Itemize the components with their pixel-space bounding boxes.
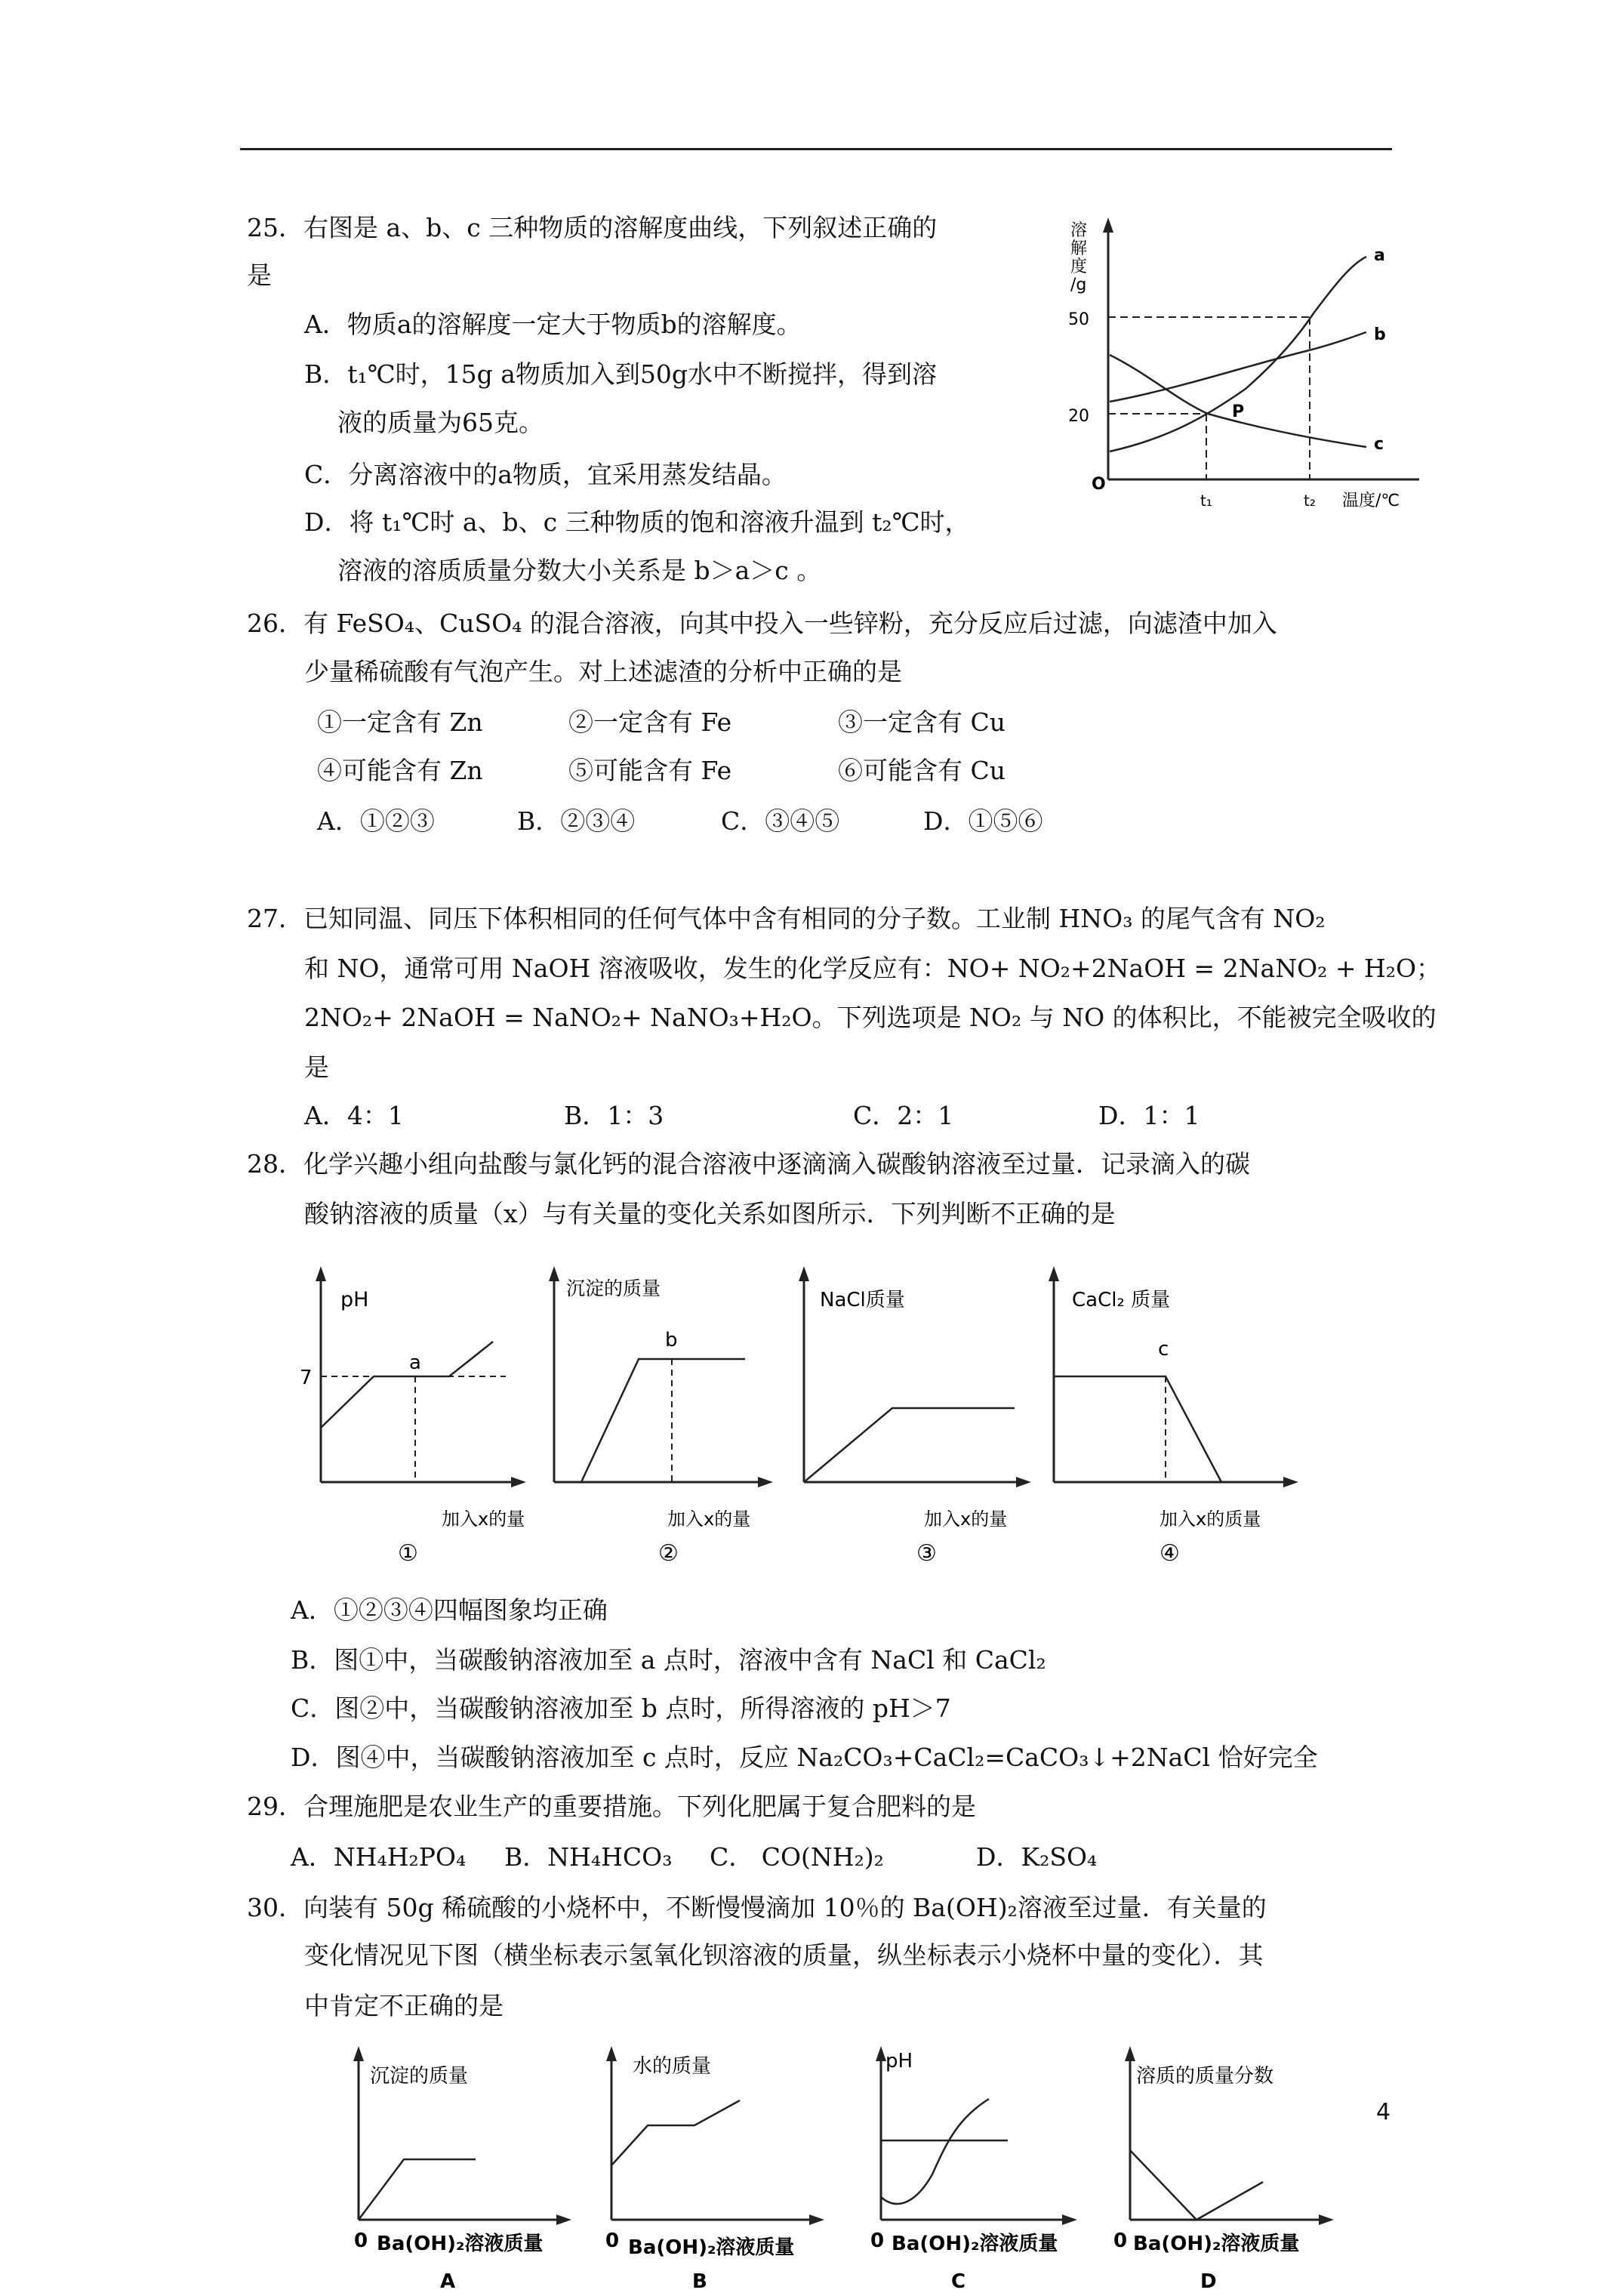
q26-item-2: ②一定含有 Fe [568, 707, 732, 737]
q28-option-b: B．图①中，当碳酸钠溶液加至 a 点时，溶液中含有 NaCl 和 CaCl₂ [291, 1645, 1046, 1675]
q27-options [304, 1101, 1286, 1131]
curve-c-label: c [1374, 435, 1384, 454]
q28-g4-y-label: CaCl₂ 质量 [1072, 1289, 1171, 1311]
q30-gd-y-label: 溶质的质量分数 [1136, 2065, 1274, 2088]
q28-g4-x-label: 加入x的质量 [1160, 1509, 1261, 1530]
q30-ga-origin: 0 [354, 2230, 368, 2252]
q26-stem-line2: 少量稀硫酸有气泡产生。对上述滤渣的分析中正确的是 [304, 657, 902, 686]
q26-item-3: ③一定含有 Cu [838, 707, 1006, 737]
q28-option-c: C．图②中，当碳酸钠溶液加至 b 点时，所得溶液的 pH＞7 [291, 1693, 951, 1723]
header-rule [240, 148, 1392, 150]
q27-option-a: A．4：1 [304, 1101, 404, 1130]
q26-item-5: ⑤可能含有 Fe [568, 756, 732, 785]
q26-option-c: C．③④⑤ [721, 806, 840, 836]
q25-option-a: A．物质a的溶解度一定大于物质b的溶解度。 [304, 310, 802, 339]
q28-g2-point-b: b [665, 1329, 678, 1351]
q28-g4-point-c: c [1158, 1338, 1169, 1361]
x-tick-t1: t₁ [1200, 492, 1212, 510]
curve-b-label: b [1374, 325, 1386, 344]
q28-g4-number: ④ [1160, 1540, 1180, 1567]
q30-graph-d [1091, 2039, 1347, 2295]
q26-item-1: ①一定含有 Zn [317, 707, 483, 737]
q27-line2: 和 NO，通常可用 NaOH 溶液吸收，发生的化学反应有：NO+ NO₂+2NaOH = 2NaNO₂ + H₂O； [304, 954, 1442, 983]
q28-g1-y-label: pH [340, 1288, 369, 1311]
q29-option-a: A．NH₄H₂PO₄ [291, 1842, 467, 1872]
q29-options [291, 1842, 1196, 1872]
q29-option-b: B．NH₄HCO₃ [504, 1842, 673, 1872]
q30-line3: 中肯定不正确的是 [304, 1991, 504, 2020]
q25-option-b-line1: B．t₁℃时，15g a物质加入到50g水中不断搅拌，得到溶 [304, 359, 938, 389]
origin-label: O [1092, 475, 1106, 494]
q26-option-a: A．①②③ [317, 806, 435, 836]
q28-graph-4 [1040, 1257, 1312, 1567]
q28-g1-tick-7: 7 [300, 1367, 313, 1389]
page-number: 4 [1376, 2099, 1391, 2125]
graph-y-label-1: 溶 [1070, 221, 1088, 240]
q30-gc-origin: 0 [870, 2230, 885, 2252]
q28-line2: 酸钠溶液的质量（x）与有关量的变化关系如图所示．下列判断不正确的是 [304, 1199, 1116, 1228]
x-tick-t2: t₂ [1304, 492, 1316, 510]
y-tick-20: 20 [1068, 407, 1089, 426]
q28-g3-y-label: NaCl质量 [820, 1289, 905, 1311]
q30-gd-x-label: Ba(OH)₂溶液质量 [1133, 2233, 1300, 2255]
q30-gb-x-label: Ba(OH)₂溶液质量 [628, 2236, 795, 2259]
q28-g2-y-label: 沉淀的质量 [566, 1277, 661, 1299]
q30-graph-b [589, 2039, 838, 2295]
q30-graph-a [336, 2039, 585, 2295]
q26-option-d: D．①⑤⑥ [923, 806, 1043, 836]
q25-option-d-line1: D．将 t₁℃时 a、b、c 三种物质的饱和溶液升温到 t₂℃时， [304, 507, 970, 537]
q27-line4: 是 [304, 1052, 329, 1082]
q28-option-a: A．①②③④四幅图象均正确 [291, 1595, 608, 1625]
q30-gb-letter: B [692, 2270, 707, 2293]
q27-line3: 2NO₂+ 2NaOH = NaNO₂+ NaNO₃+H₂O。下列选项是 NO₂ 与 NO 的体积比，不能被完全吸收的 [304, 1003, 1437, 1032]
q30-gd-origin: 0 [1113, 2230, 1128, 2252]
graph-y-label-4: /g [1070, 276, 1087, 294]
q26-option-b: B．②③④ [517, 806, 636, 836]
q28-graph-1 [291, 1257, 532, 1567]
q30-gb-y-label: 水的质量 [633, 2055, 712, 2078]
q28-line1: 28．化学兴趣小组向盐酸与氯化钙的混合溶液中逐滴滴入碳酸钠溶液至过量．记录滴入的碳 [247, 1149, 1250, 1179]
graph-y-label-3: 度 [1070, 257, 1088, 276]
curve-b [1110, 332, 1366, 402]
point-p-label: P [1232, 402, 1245, 421]
q26-options [317, 806, 1072, 837]
graph-y-label-2: 解 [1070, 239, 1088, 258]
q27-line1: 27．已知同温、同压下体积相同的任何气体中含有相同的分子数。工业制 HNO₃ 的尾气含有 NO₂ [247, 904, 1326, 933]
q29-stem: 29．合理施肥是农业生产的重要措施。下列化肥属于复合肥料的是 [247, 1792, 976, 1821]
q27-option-d: D．1：1 [1098, 1101, 1200, 1130]
q30-ga-x-label: Ba(OH)₂溶液质量 [377, 2233, 544, 2255]
q25-option-d-line2: 溶液的溶质质量分数大小关系是 b＞a＞c 。 [337, 556, 822, 585]
q30-gb-origin: 0 [605, 2230, 620, 2252]
q26-items-row2 [317, 756, 1072, 786]
q26-stem-line1: 26．有 FeSO₄、CuSO₄ 的混合溶液，向其中投入一些锌粉，充分反应后过滤，向滤渣中加入 [247, 609, 1277, 638]
q30-gc-letter: C [951, 2270, 966, 2293]
q25-stem-line1: 25．右图是 a、b、c 三种物质的溶解度曲线，下列叙述正确的 [247, 213, 938, 242]
q30-graph-c [842, 2039, 1091, 2295]
x-axis-label: 温度/℃ [1342, 492, 1400, 510]
q28-g3-x-label: 加入x的量 [924, 1509, 1008, 1530]
q27-option-c: C．2：1 [853, 1101, 954, 1130]
q25-option-c: C．分离溶液中的a物质，宜采用蒸发结晶。 [304, 460, 787, 489]
q28-g1-number: ① [398, 1540, 418, 1567]
q30-gc-y-label: pH [885, 2050, 913, 2073]
q30-line1: 30．向装有 50g 稀硫酸的小烧杯中，不断慢慢滴加 10％的 Ba(OH)₂溶液至过量．有关量的 [247, 1893, 1267, 1922]
q25-option-b-line2: 液的质量为65克。 [337, 408, 544, 437]
solubility-curve-graph [1057, 211, 1434, 513]
q27-option-b: B．1：3 [564, 1101, 664, 1130]
q26-item-6: ⑥可能含有 Cu [838, 756, 1006, 785]
q28-g1-x-label: 加入x的量 [442, 1509, 525, 1530]
q30-gc-x-label: Ba(OH)₂溶液质量 [892, 2233, 1058, 2255]
q29-option-d: D．K₂SO₄ [976, 1842, 1098, 1872]
q25-stem-line2: 是 [247, 260, 272, 290]
q28-g3-number: ③ [916, 1540, 937, 1567]
q30-ga-letter: A [440, 2270, 456, 2293]
curve-a-label: a [1374, 246, 1385, 265]
q28-graph-2 [537, 1257, 787, 1567]
q30-gd-letter: D [1200, 2270, 1217, 2293]
q26-items-row1 [317, 707, 1072, 738]
q29-option-c: C． CO(NH₂)₂ [710, 1842, 884, 1872]
q28-option-d: D．图④中，当碳酸钠溶液加至 c 点时，反应 Na₂CO₃+CaCl₂=CaCO₃↓+2NaCl 恰好完全 [291, 1743, 1318, 1772]
q28-g2-number: ② [658, 1540, 679, 1567]
q28-g1-point-a: a [409, 1351, 421, 1374]
q28-g2-x-label: 加入x的量 [667, 1509, 751, 1530]
q30-ga-y-label: 沉淀的质量 [370, 2065, 469, 2088]
q28-graph-3 [788, 1257, 1045, 1567]
q26-item-4: ④可能含有 Zn [317, 756, 483, 785]
q30-line2: 变化情况见下图（横坐标表示氢氧化钡溶液的质量，纵坐标表示小烧杯中量的变化）．其 [304, 1940, 1264, 1970]
y-axis-arrow [1103, 217, 1113, 233]
y-tick-50: 50 [1068, 310, 1089, 329]
